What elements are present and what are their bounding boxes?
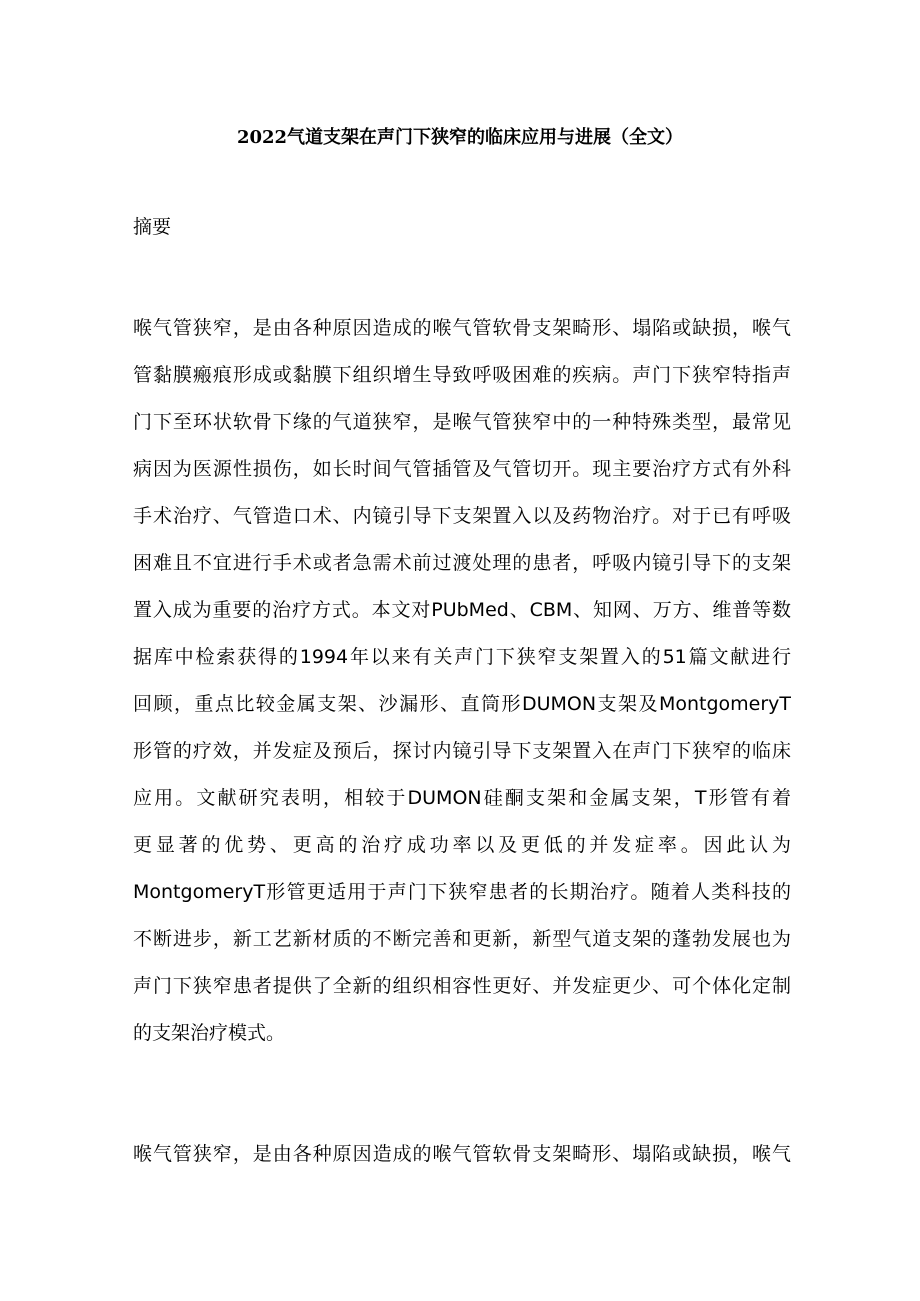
text-line: 喉气管狭窄，是由各种原因造成的喉气管软骨支架畸形、塌陷或缺损，喉气 bbox=[133, 317, 791, 339]
body-paragraph bbox=[133, 1131, 791, 1178]
abstract-heading: 摘要 bbox=[133, 216, 172, 238]
abstract-paragraph bbox=[133, 305, 791, 1057]
text-line: 据库中检索获得的1994年以来有关声门下狭窄支架置入的51篇文献进行 bbox=[133, 646, 791, 668]
text-line: 置入成为重要的治疗方式。本文对PUbMed、CBM、知网、万方、维普等数 bbox=[133, 599, 791, 621]
text-line: 病因为医源性损伤，如长时间气管插管及气管切开。现主要治疗方式有外科 bbox=[133, 458, 791, 480]
text-line: 喉气管狭窄，是由各种原因造成的喉气管软骨支架畸形、塌陷或缺损，喉气 bbox=[133, 1143, 791, 1165]
text-line: 的支架治疗模式。 bbox=[133, 1022, 286, 1044]
text-line: 更显著的优势、更高的治疗成功率以及更低的并发症率。因此认为 bbox=[133, 834, 791, 856]
text-line: 应用。文献研究表明，相较于DUMON硅酮支架和金属支架，T形管有着 bbox=[133, 787, 791, 809]
text-line: 声门下狭窄患者提供了全新的组织相容性更好、并发症更少、可个体化定制 bbox=[133, 975, 791, 997]
text-line: 困难且不宜进行手术或者急需术前过渡处理的患者，呼吸内镜引导下的支架 bbox=[133, 552, 791, 574]
text-line: MontgomeryT形管更适用于声门下狭窄患者的长期治疗。随着人类科技的 bbox=[133, 881, 791, 903]
text-line: 门下至环状软骨下缘的气道狭窄，是喉气管狭窄中的一种特殊类型，最常见 bbox=[133, 411, 791, 433]
text-line: 不断进步，新工艺新材质的不断完善和更新，新型气道支架的蓬勃发展也为 bbox=[133, 928, 791, 950]
text-line: 形管的疗效，并发症及预后，探讨内镜引导下支架置入在声门下狭窄的临床 bbox=[133, 740, 791, 762]
text-line: 管黏膜瘢痕形成或黏膜下组织增生导致呼吸困难的疾病。声门下狭窄特指声 bbox=[133, 364, 791, 386]
text-line: 回顾，重点比较金属支架、沙漏形、直筒形DUMON支架及MontgomeryT bbox=[133, 693, 791, 715]
document-title: 2022气道支架在声门下狭窄的临床应用与进展（全文） bbox=[236, 127, 684, 148]
text-line: 手术治疗、气管造口术、内镜引导下支架置入以及药物治疗。对于已有呼吸 bbox=[133, 505, 791, 527]
